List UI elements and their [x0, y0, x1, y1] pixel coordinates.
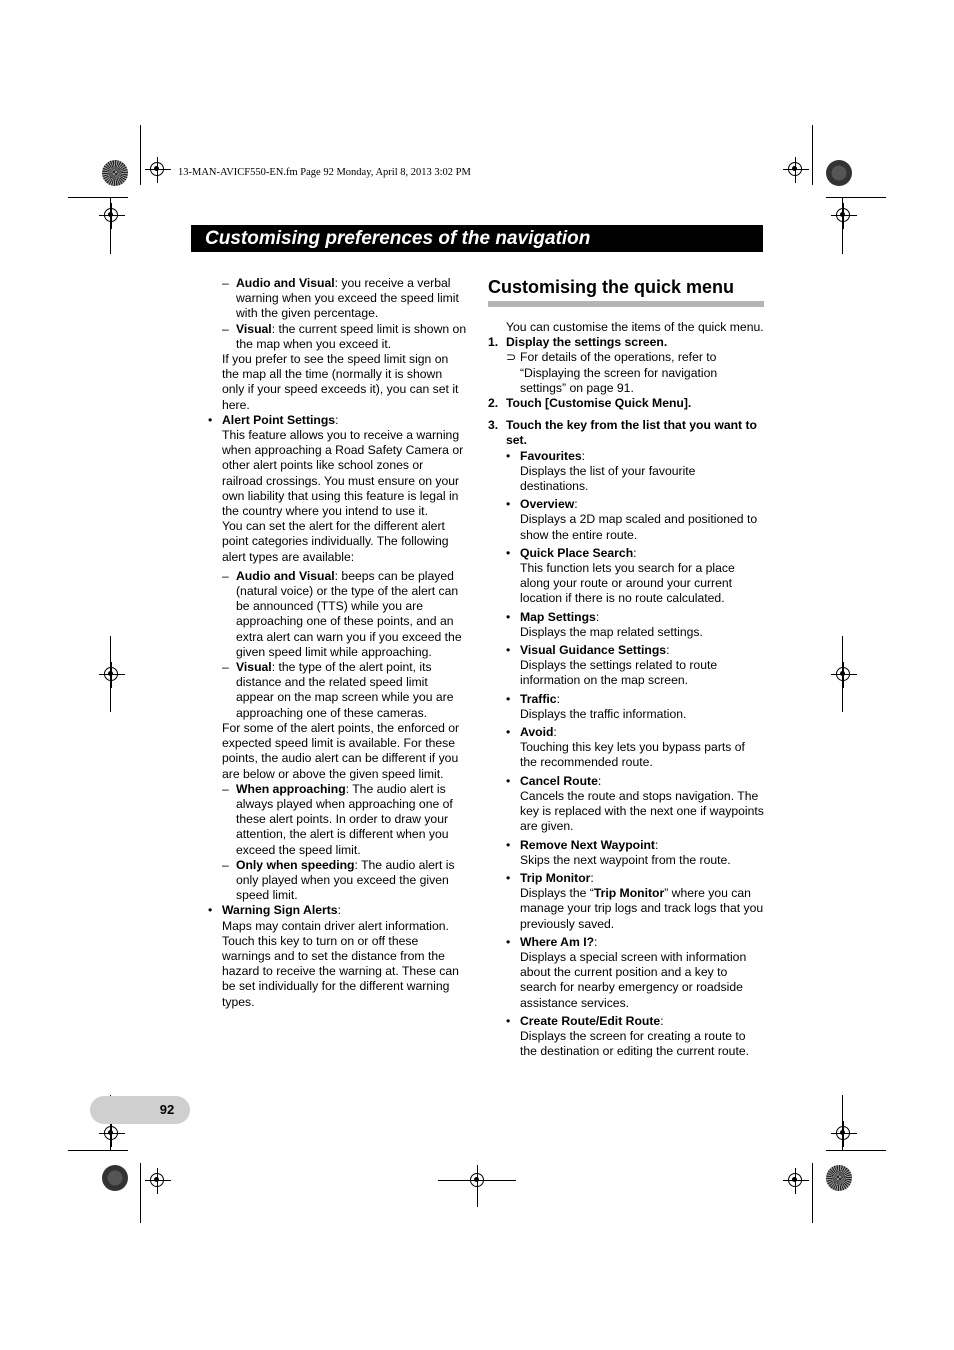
registration-disc-icon	[826, 160, 852, 186]
step-1: 1. Display the settings screen.	[488, 335, 668, 350]
paragraph: For some of the alert points, the enforced or expected speed limit is available. For these points, the audio alert can be different if you are below or above the given speed limit.	[222, 720, 460, 781]
list-item: • Cancel Route: Cancels the route and stops navigation. The key is replaced with the next one if waypoints are given.	[488, 774, 764, 835]
section-title: Customising the quick menu	[488, 276, 764, 307]
list-item: • Warning Sign Alerts: Maps may contain driver alert information. Touch this key to turn on or off these warnings and to set the distance from the hazard to receive the warning at. These can be set individually for the different warning types.	[192, 903, 467, 1009]
registration-disc-icon	[826, 1165, 852, 1191]
list-item: • Favourites: Displays the list of your favourite destinations.	[488, 449, 764, 495]
registration-disc-icon	[102, 1165, 128, 1191]
list-item: • Where Am I?: Displays a special screen with information about the current position and a key to search for nearby emergency or roadside assistance services.	[488, 935, 764, 1011]
crosshair-icon	[104, 667, 118, 681]
crosshair-icon	[788, 1173, 802, 1187]
registration-disc-icon	[102, 160, 128, 186]
list-item: • Alert Point Settings: This feature allows you to receive a warning when approaching a Road Safety Camera or other alert points like school zones or railroad crossings. You must ensure on your own liability that using this feature is legal in the country where you intend to use it. You can set the alert for the different alert point categories individually. The following alert types are available:	[192, 413, 467, 565]
list-item: • Create Route/Edit Route: Displays the screen for creating a route to the destination or editing the current route.	[488, 1014, 764, 1060]
crosshair-icon	[150, 1173, 164, 1187]
crosshair-icon	[788, 162, 802, 176]
list-item: • Avoid: Touching this key lets you bypass parts of the recommended route.	[488, 725, 764, 771]
list-item: – Audio and Visual: you receive a verbal warning when you exceed the speed limit with the given percentage.	[192, 276, 467, 322]
list-item: • Quick Place Search: This function lets you search for a place along your route or around your current location if there is no route calculated.	[488, 546, 764, 607]
file-info-header: 13-MAN-AVICF550-EN.fm Page 92 Monday, April 8, 2013 3:02 PM	[178, 167, 471, 178]
list-item: • Overview: Displays a 2D map scaled and positioned to show the entire route.	[488, 497, 764, 543]
right-column	[488, 276, 764, 1062]
list-item: – Only when speeding: The audio alert is only played when you exceed the given speed limit.	[192, 858, 467, 904]
list-item: – When approaching: The audio alert is always played when approaching one of these alert points. In order to draw your attention, the alert is different when you exceed the speed limit.	[192, 782, 467, 858]
list-item: – Visual: the type of the alert point, its distance and the related speed limit appear on the map screen while you are approaching one of these cameras.	[192, 660, 467, 721]
crosshair-icon	[836, 667, 850, 681]
crosshair-icon	[836, 1126, 850, 1140]
left-column	[192, 276, 467, 1014]
list-item: – Visual: the current speed limit is shown on the map when you exceed it.	[192, 322, 467, 352]
list-item: • Traffic: Displays the traffic information.	[488, 692, 764, 722]
list-item: • Remove Next Waypoint: Skips the next waypoint from the route.	[488, 838, 764, 868]
list-item: • Map Settings: Displays the map related settings.	[488, 610, 764, 640]
crosshair-icon	[104, 208, 118, 222]
step-3: 3. Touch the key from the list that you want to set.	[488, 418, 757, 448]
chapter-title-bar: Customising preferences of the navigation	[191, 225, 763, 252]
list-item: • Trip Monitor: Displays the “Trip Monitor” where you can manage your trip logs and track logs that you previously saved.	[488, 871, 764, 932]
step-2: 2. Touch [Customise Quick Menu].	[488, 396, 692, 411]
paragraph: If you prefer to see the speed limit sign on the map all the time (normally it is shown only if your speed exceeds it), you can set it here.	[222, 352, 459, 412]
reference-note: ⊃ For details of the operations, refer to “Displaying the screen for navigation settings” on page 91.	[488, 350, 764, 396]
crosshair-icon	[150, 162, 164, 176]
paragraph: You can customise the items of the quick menu.	[506, 320, 764, 334]
list-item: • Visual Guidance Settings: Displays the settings related to route information on the map screen.	[488, 643, 764, 689]
list-item: – Audio and Visual: beeps can be played (natural voice) or the type of the alert can be announced (TTS) while you are approaching one of these points, and an extra alert can warn you if you exceed the given speed limit while approaching.	[192, 569, 467, 660]
page-number: 92	[159, 1102, 175, 1117]
crosshair-icon	[836, 208, 850, 222]
crosshair-icon	[104, 1126, 118, 1140]
